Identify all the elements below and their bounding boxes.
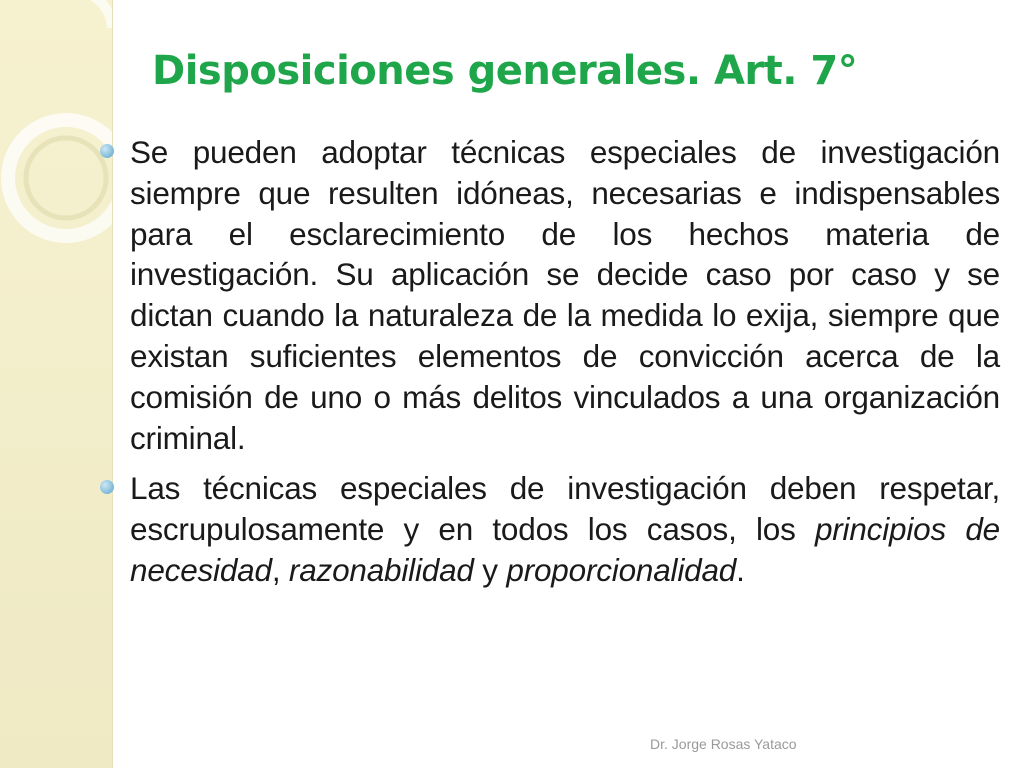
bullet-text-intro: Las técnicas especiales de investigación deben respetar, escrupulosamente y en todos los casos, los <box>130 470 1000 548</box>
bullet-text: Se pueden adoptar técnicas especiales de investigación siempre que resulten idóneas, necesarias e indispensables para el esclarecimiento de los hechos materia de investigación. Su aplicación se decide caso por caso y se dictan cuando la naturaleza de la medida lo exija, siempre que existan suficientes elementos de convicción acerca de la comisión de uno o más delitos vinculados a una organización criminal. <box>130 134 1000 456</box>
italic-term: principios <box>814 511 947 548</box>
bullet-dot-icon <box>100 480 114 494</box>
italic-term: de necesidad <box>130 511 1000 588</box>
text-separator <box>946 511 965 547</box>
slide-title: Disposiciones generales. Art. 7° <box>152 48 858 94</box>
bullet-item <box>100 468 1000 590</box>
bullet-text <box>130 468 1000 590</box>
bullet-dot-icon <box>100 144 114 158</box>
slide-content <box>100 132 1000 601</box>
italic-term: proporcionalidad <box>506 551 737 588</box>
slide-footer: Dr. Jorge Rosas Yataco <box>650 736 797 752</box>
italic-term: razonabilidad <box>288 551 474 588</box>
text-separator: y <box>473 551 507 588</box>
text-end: . <box>736 551 745 588</box>
bullet-item <box>100 132 1000 458</box>
text-separator: , <box>271 551 289 588</box>
decorative-side-band <box>0 0 113 768</box>
decorative-rings <box>0 0 112 768</box>
